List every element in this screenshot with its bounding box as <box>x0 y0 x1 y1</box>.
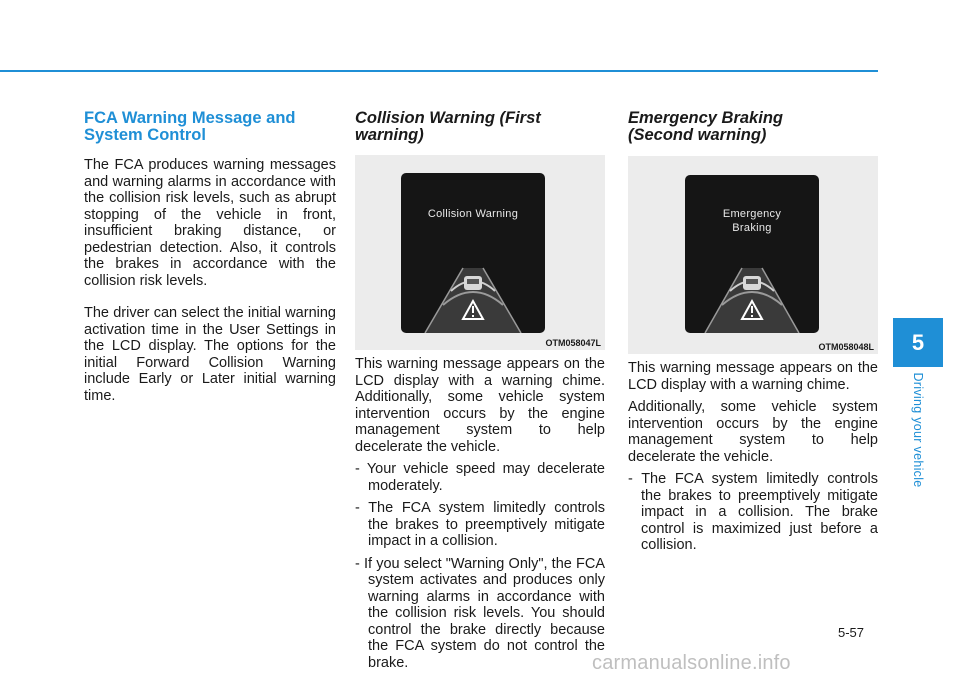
heading-line: Emergency Braking <box>628 109 783 127</box>
collision-warning-figure <box>355 155 605 350</box>
heading-line: (Second warning) <box>628 126 767 144</box>
collision-warning-heading: Collision Warning (First warning) <box>355 109 541 144</box>
emergency-braking-figure <box>628 156 878 354</box>
bullet-item: - The FCA system limitedly controls the brakes to preemptively mitigate impact in a collision. <box>355 500 605 549</box>
column-collision-warning <box>355 110 605 677</box>
section-heading: FCA Warning Message and System Control <box>84 109 296 144</box>
bullet-item: - Your vehicle speed may decelerate moderately. <box>355 461 605 494</box>
watermark: carmanualsonline.info <box>592 652 791 674</box>
road-scene-icon <box>685 175 819 333</box>
bullet-item: - The FCA system limitedly controls the brakes to preemptively mitigate impact in a collision. The brake control is maximized just before a collision. <box>628 471 878 553</box>
lcd-display <box>401 173 545 333</box>
settings-paragraph: The driver can select the initial warning activation time in the User Settings in the LCD display. The options for the initial Forward Collision Warning include Early or Later initial warning time. <box>84 305 336 404</box>
column-fca-intro <box>84 110 336 420</box>
intro-paragraph: The FCA produces warning messages and warning alarms in accordance with the collision risk levels, such as abrupt stopping of the vehicle in front, insufficient braking distance, or pedestrian detection. Also, it controls the brakes in accordance with the collision risk levels. <box>84 157 336 289</box>
page-number: 5-57 <box>838 625 865 640</box>
bullet-item: - If you select "Warning Only", the FCA system activates and produces only warning alarms in accordance with the collision risk levels. You should control the brake directly because the FCA system do not control the brake. <box>355 555 605 671</box>
emergency-braking-heading <box>628 110 878 144</box>
figure-code: OTM058047L <box>545 338 601 348</box>
lcd-message-line: Emergency <box>722 208 782 220</box>
road-scene-icon <box>401 173 545 333</box>
lcd-display <box>685 175 819 333</box>
header-rule <box>0 70 878 72</box>
intervention-paragraph: Additionally, some vehicle system intervention occurs by the engine management system to help decelerate the vehicle. <box>628 399 878 465</box>
figure-code: OTM058048L <box>818 342 874 352</box>
lcd-message: Collision Warning <box>427 208 519 220</box>
column-emergency-braking <box>628 110 878 560</box>
chapter-label: Driving your vehicle <box>911 372 925 488</box>
emergency-braking-paragraph: This warning message appears on the LCD display with a warning chime. <box>628 360 878 393</box>
collision-warning-paragraph: This warning message appears on the LCD display with a warning chime. Additionally, some vehicle system intervention occurs by the engine management system to help decelerate the vehicle. <box>355 356 605 455</box>
chapter-tab: 5 <box>893 318 943 367</box>
lcd-message-line: Braking <box>732 222 772 234</box>
